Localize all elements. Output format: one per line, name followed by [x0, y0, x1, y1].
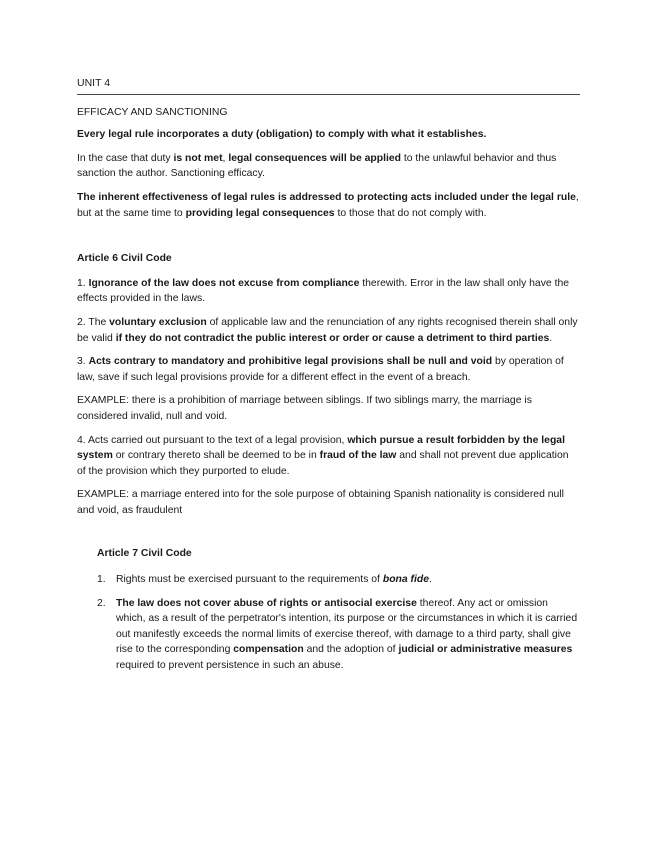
intro-p3-text-1: , but at the same time to	[77, 191, 579, 219]
intro-p2-bold-1: is not met	[173, 152, 223, 164]
list-item-number: 1.	[97, 574, 106, 586]
a7-i2-bold-1: The law does not cover abuse of rights or antisocial exercise	[116, 597, 417, 609]
intro-paragraph-3	[77, 190, 580, 221]
list-item	[97, 596, 580, 674]
a7-i1-text-1: Rights must be exercised pursuant to the requirements of	[116, 574, 383, 586]
article-7-list	[97, 572, 580, 674]
a6-p4-bold-2: fraud of the law	[319, 450, 397, 462]
a6-p4-text-2: or contrary thereto shall be deemed to be in	[112, 450, 320, 462]
a6-p2-text-3: .	[549, 332, 553, 344]
a6-p3-text-2: by operation of law, save if such legal provisions provide for a different effect in the event of a breach.	[77, 356, 564, 383]
a6-p4-text-3: and shall not prevent due application of the provision which they purported to elude.	[77, 450, 569, 477]
intro-p2-text-2: ,	[222, 152, 229, 164]
a6-p2-bold-2: if they do not contradict the public interest or order or cause a detriment to third parties	[115, 332, 550, 344]
a6-p4-text-1: 4. Acts carried out pursuant to the text of a legal provision,	[77, 434, 348, 446]
intro-p3-text-2: to those that do not comply with.	[334, 207, 487, 219]
section-title: EFFICACY AND SANCTIONING	[77, 106, 228, 118]
article-6-example-2: EXAMPLE: a marriage entered into for the sole purpose of obtaining Spanish nationality is considered null and void, as fraudulent	[77, 489, 564, 516]
a6-p2-bold-1: voluntary exclusion	[109, 316, 207, 328]
a6-p4-bold-1: which pursue a result forbidden by the legal system	[77, 434, 565, 462]
a7-i1-bold-italic: bona fide	[382, 574, 430, 586]
a7-i1-text-2: .	[429, 574, 432, 586]
list-item	[97, 572, 580, 588]
unit-heading: UNIT 4	[77, 76, 580, 95]
list-item-number: 2.	[97, 597, 106, 609]
article-6-title: Article 6 Civil Code	[77, 253, 172, 265]
intro-p2-bold-2: legal consequences will be applied	[228, 152, 401, 164]
intro-p2-text-3: to the unlawful behavior and thus sanction the author. Sanctioning efficacy.	[77, 152, 557, 180]
intro-p2-text-1: In the case that duty	[77, 152, 174, 164]
article-6-paragraph-1	[77, 276, 580, 307]
a6-p3-text-1: 3.	[77, 356, 89, 368]
a6-p2-text-1: 2. The	[77, 316, 110, 328]
article-6-paragraph-2	[77, 315, 580, 346]
a6-p3-bold-1: Acts contrary to mandatory and prohibitive legal provisions shall be null and void	[88, 356, 493, 368]
intro-paragraph-1	[77, 127, 580, 143]
intro-p3-bold-2: providing legal consequences	[185, 207, 335, 219]
spacer	[77, 229, 580, 251]
article-6-example-1: EXAMPLE: there is a prohibition of marriage between siblings. If two siblings marry, the marriage is considered invalid, null and void.	[77, 395, 532, 422]
intro-p1-bold: Every legal rule incorporates a duty (obligation) to comply with what it establishes.	[77, 129, 487, 141]
a6-p1-text-2: therewith. Error in the law shall only have the effects provided in the laws.	[77, 277, 570, 305]
intro-p3-bold-1: The inherent effectiveness of legal rules is addressed to protecting acts included under the legal rule	[77, 191, 576, 203]
a6-p1-text-1: 1.	[77, 277, 89, 289]
a7-i2-text-2: and the adoption of	[303, 644, 399, 656]
a7-i2-text-3: required to prevent persistence in such an abuse.	[116, 660, 344, 672]
a6-p2-text-2: of applicable law and the renunciation of any rights recognised therein shall only be valid	[77, 316, 578, 344]
article-7-section	[97, 546, 580, 673]
a7-i2-bold-3: judicial or administrative measures	[398, 644, 573, 656]
article-6-paragraph-3	[77, 354, 580, 385]
a6-p1-bold-1: Ignorance of the law does not excuse from compliance	[88, 277, 360, 289]
article-7-title: Article 7 Civil Code	[97, 548, 192, 560]
article-6-paragraph-4	[77, 433, 580, 480]
a7-i2-text-1: thereof. Any act or omission which, as a result of the perpetrator's intention, its purpose or the circumstances in which it is carried out manifestly exceeds the normal limits of exercise thereof, with damage to a third party, shall give rise to the corresponding	[116, 597, 578, 656]
document-page	[77, 76, 580, 682]
a7-i2-bold-2: compensation	[233, 644, 304, 656]
intro-paragraph-2	[77, 151, 580, 182]
